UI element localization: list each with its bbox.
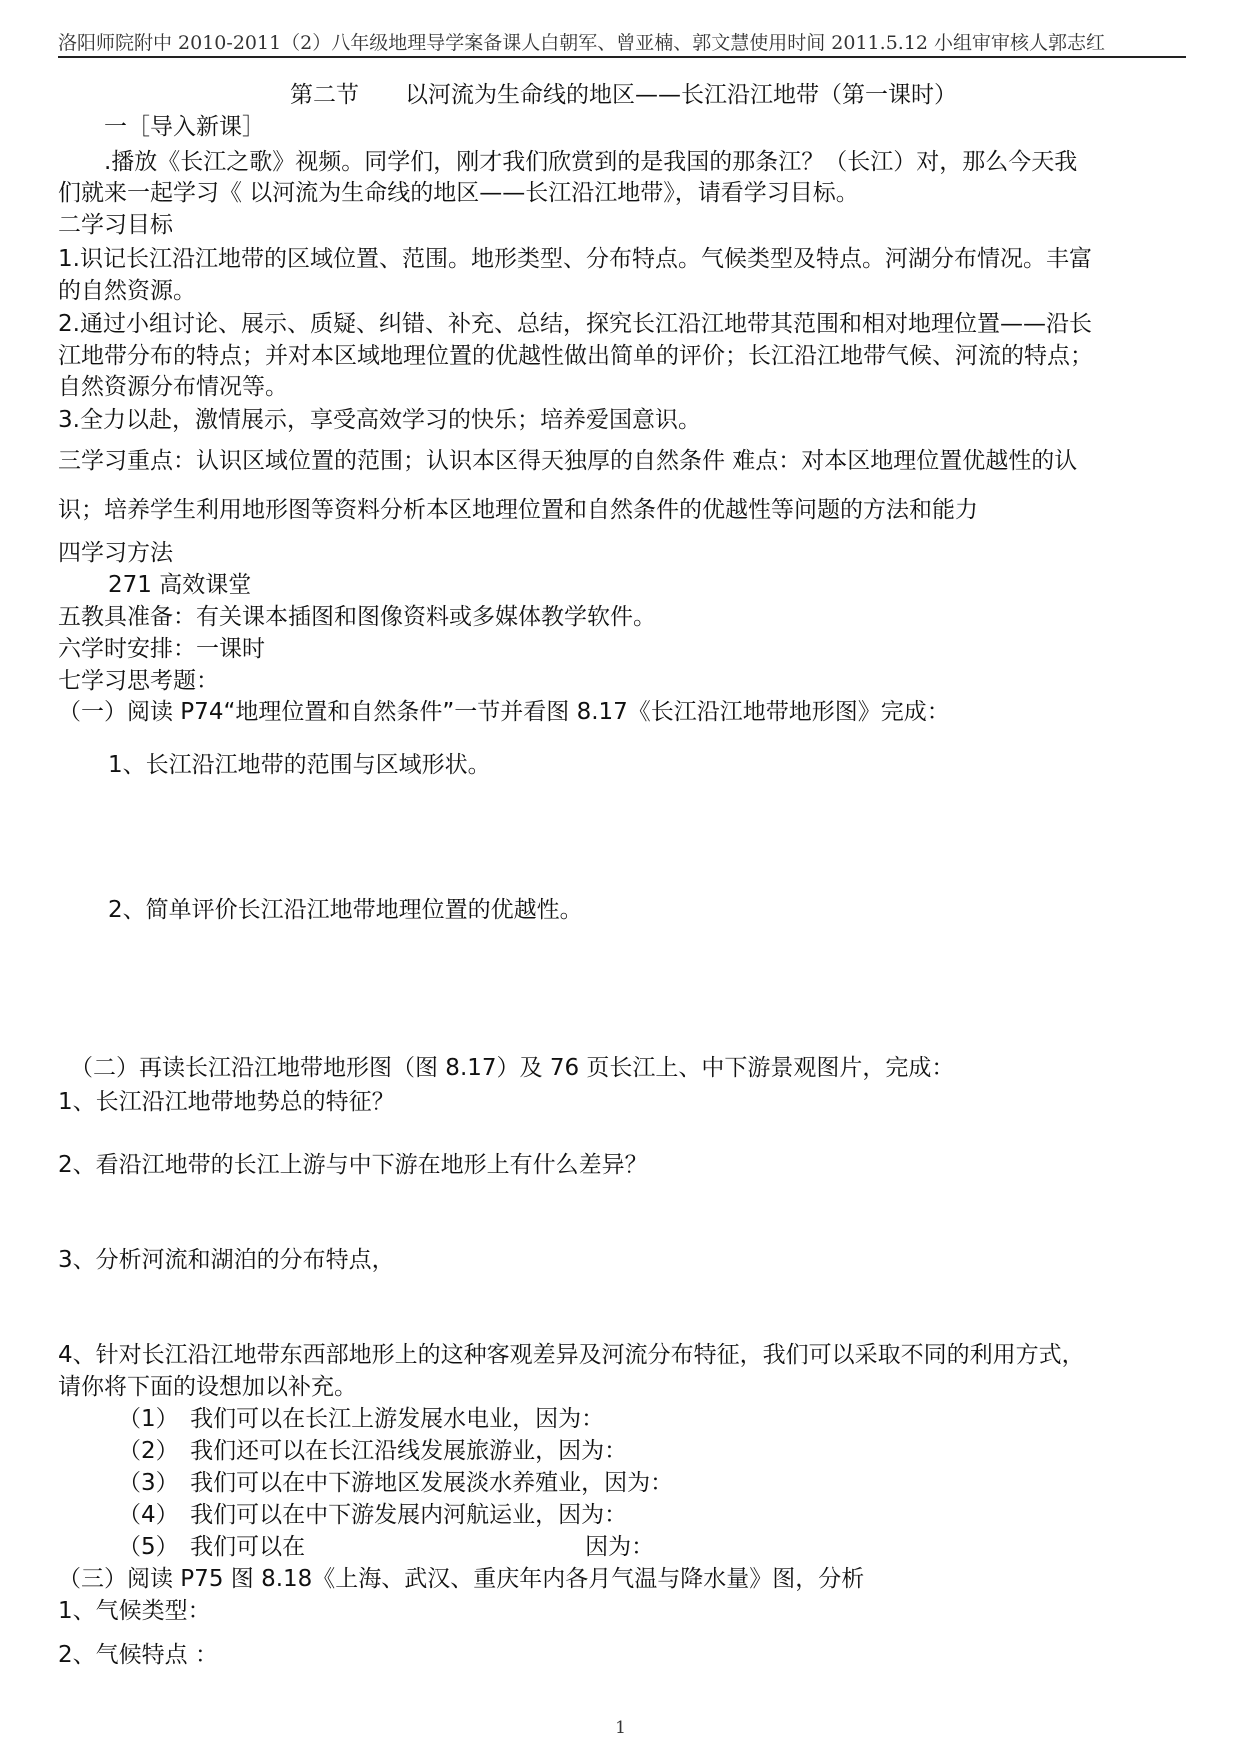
page-header: 洛阳师院附中 2010-2011（2）八年级地理导学案备课人白朝军、曾亚楠、郭文慧使用时间 2011.5.12 小组审审核人郭志红 <box>58 32 1106 54</box>
part-1-intro: （一）阅读 P74“地理位置和自然条件”一节并看图 8.17《长江沿江地带地形图》完成： <box>58 699 950 725</box>
lesson-title: 第二节 以河流为生命线的地区——长江沿江地带（第一课时） <box>290 82 957 108</box>
part-3-question-2: 2、气候特点 ： <box>58 1642 218 1668</box>
intro-line-1: .播放《长江之歌》视频。同学们，刚才我们欣赏到的是我国的那条江？（长江）对，那么今天我 <box>104 149 1078 175</box>
part-2-intro: （二）再读长江沿江地带地形图（图 8.17）及 76 页长江上、中下游景观图片，完成： <box>70 1055 955 1081</box>
page-number: 1 <box>615 1718 626 1738</box>
goal-1-line-1: 1.识记长江沿江地带的区域位置、范围。地形类型、分布特点。气候类型及特点。河湖分布情况。丰富 <box>58 246 1092 272</box>
intro-line-2: 们就来一起学习《 以河流为生命线的地区——长江沿江地带》，请看学习目标。 <box>58 180 859 206</box>
suggestion-1: （1） 我们可以在长江上游发展水电业，因为： <box>118 1406 605 1432</box>
part-2-question-4-line-2: 请你将下面的设想加以补充。 <box>58 1374 357 1400</box>
goal-2-line-2: 江地带分布的特点；并对本区域地理位置的优越性做出简单的评价；长江沿江地带气候、河流的特点； <box>58 343 1093 369</box>
goal-2-line-1: 2.通过小组讨论、展示、质疑、纠错、补充、总结，探究长江沿江地带其范围和相对地理位置——沿长 <box>58 311 1092 337</box>
header-divider <box>58 56 1186 58</box>
method-heading: 四学习方法 <box>58 540 173 566</box>
intro-heading: 一［导入新课］ <box>104 114 265 140</box>
suggestion-5 <box>118 1532 654 1562</box>
time-line: 六学时安排：一课时 <box>58 636 265 662</box>
suggestion-5-start: （5） 我们可以在 <box>118 1534 306 1560</box>
part-1-question-1: 1、长江沿江地带的范围与区域形状。 <box>108 752 491 778</box>
part-3-question-1: 1、气候类型： <box>58 1598 211 1624</box>
goal-1-line-2: 的自然资源。 <box>58 278 196 304</box>
part-2-question-3: 3、分析河流和湖泊的分布特点， <box>58 1247 395 1273</box>
key-points-line-2: 识；培养学生利用地形图等资料分析本区地理位置和自然条件的优越性等问题的方法和能力 <box>58 497 978 523</box>
suggestion-2: （2） 我们还可以在长江沿线发展旅游业，因为： <box>118 1438 628 1464</box>
questions-heading: 七学习思考题： <box>58 668 219 694</box>
part-2-question-4-line-1: 4、针对长江沿江地带东西部地形上的这种客观差异及河流分布特征，我们可以采取不同的利用方式， <box>58 1342 1085 1368</box>
goals-heading: 二学习目标 <box>58 212 173 238</box>
part-2-question-2: 2、看沿江地带的长江上游与中下游在地形上有什么差异？ <box>58 1152 648 1178</box>
part-1-question-2: 2、简单评价长江沿江地带地理位置的优越性。 <box>108 897 583 923</box>
tools-line: 五教具准备：有关课本插图和图像资料或多媒体教学软件。 <box>58 604 656 630</box>
part-2-question-1: 1、长江沿江地带地势总的特征？ <box>58 1089 395 1115</box>
part-3-intro: （三）阅读 P75 图 8.18《上海、武汉、重庆年内各月气温与降水量》图，分析 <box>58 1566 865 1592</box>
goal-2-line-3: 自然资源分布情况等。 <box>58 374 288 400</box>
suggestion-4: （4） 我们可以在中下游发展内河航运业，因为： <box>118 1502 628 1528</box>
goal-3: 3.全力以赴，激情展示，享受高效学习的快乐；培养爱国意识。 <box>58 407 701 433</box>
method-content: 271 高效课堂 <box>108 572 252 598</box>
key-points-line-1: 三学习重点：认识区域位置的范围；认识本区得天独厚的自然条件 难点：对本区地理位置优越性的认 <box>58 448 1078 474</box>
suggestion-5-end: 因为： <box>585 1534 655 1560</box>
suggestion-3: （3） 我们可以在中下游地区发展淡水养殖业，因为： <box>118 1470 674 1496</box>
